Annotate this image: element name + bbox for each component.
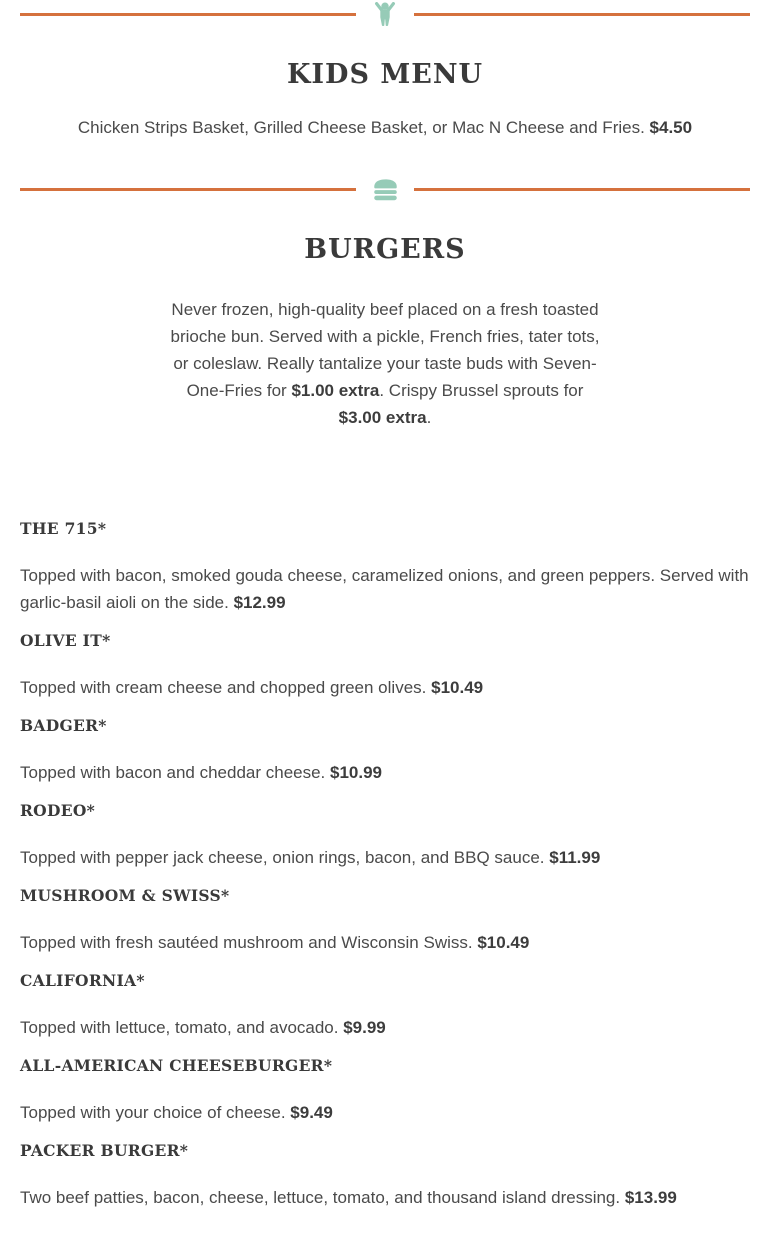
menu-item-description — [20, 1014, 750, 1041]
menu-item — [20, 519, 750, 616]
burgers-description-text: . Crispy Brussel sprouts for — [379, 381, 584, 400]
menu-item-price: $12.99 — [233, 593, 286, 612]
menu-item-description — [20, 929, 750, 956]
burgers-description — [169, 296, 601, 431]
menu-item-name: CALIFORNIA* — [20, 971, 145, 990]
menu-item — [20, 1141, 750, 1211]
section-divider — [20, 176, 750, 202]
menu-item — [20, 801, 750, 871]
divider-line — [414, 13, 750, 16]
menu-item-price: $9.99 — [343, 1018, 386, 1037]
section-title-burgers: BURGERS — [304, 234, 466, 265]
menu-item-description-text: Topped with bacon, smoked gouda cheese, caramelized onions, and green peppers. Served with garlic-basil aioli on the side. — [20, 566, 749, 612]
section-title-kids-menu: KIDS MENU — [286, 59, 484, 90]
menu-item-price: $10.49 — [431, 678, 484, 697]
menu-item-description-text: Two beef patties, bacon, cheese, lettuce, tomato, and thousand island dressing. — [20, 1188, 625, 1207]
menu-item-name: RODEO* — [20, 801, 96, 820]
menu-item — [20, 886, 750, 956]
menu-item-description-text: Topped with pepper jack cheese, onion rings, bacon, and BBQ sauce. — [20, 848, 550, 867]
divider-line — [20, 13, 356, 16]
menu-item-price: $10.99 — [330, 763, 383, 782]
menu-item — [20, 631, 750, 701]
child-icon — [356, 2, 414, 26]
burgers-description-text: Never frozen, high-quality beef placed on a fresh toasted brioche bun. Served with a pickle, French fries, tater tots, or coleslaw. Really tantalize your taste buds with Seven-One-Fries for — [170, 300, 600, 400]
section-divider — [20, 1, 750, 27]
divider-line — [414, 188, 750, 191]
kids-menu-description — [20, 114, 750, 141]
menu-item-name: MUSHROOM & SWISS* — [20, 886, 230, 905]
menu-item-price: $10.49 — [477, 933, 530, 952]
kids-menu-description-text: Chicken Strips Basket, Grilled Cheese Basket, or Mac N Cheese and Fries. — [77, 118, 650, 137]
menu-item-price: $13.99 — [624, 1188, 677, 1207]
menu-item-description — [20, 1184, 750, 1211]
menu-item-description — [20, 844, 750, 871]
menu-item-description — [20, 562, 750, 616]
menu-item-description-text: Topped with bacon and cheddar cheese. — [20, 763, 331, 782]
burgers-extra-price-2: $3.00 extra — [338, 408, 427, 427]
kids-menu-price: $4.50 — [649, 118, 693, 137]
menu-item-name: PACKER BURGER* — [20, 1141, 189, 1160]
divider-line — [20, 188, 356, 191]
menu-item-price: $11.99 — [549, 848, 601, 867]
menu-item-description — [20, 759, 750, 786]
burger-icon — [356, 178, 414, 201]
menu-item — [20, 1056, 750, 1126]
menu-item-description-text: Topped with cream cheese and chopped green olives. — [20, 678, 432, 697]
burgers-description-text: . — [426, 408, 432, 427]
menu-item-name: OLIVE IT* — [20, 631, 111, 650]
menu-item-description-text: Topped with fresh sautéed mushroom and Wisconsin Swiss. — [20, 933, 478, 952]
menu-item-price: $9.49 — [290, 1103, 333, 1122]
burgers-extra-price-1: $1.00 extra — [291, 381, 380, 400]
menu-page — [0, 1, 770, 1236]
menu-item-description-text: Topped with your choice of cheese. — [20, 1103, 291, 1122]
menu-item-description — [20, 1099, 750, 1126]
burgers-item-list — [20, 519, 750, 1211]
menu-item-name: BADGER* — [20, 716, 107, 735]
menu-item-description — [20, 674, 750, 701]
menu-item-name: ALL-AMERICAN CHEESEBURGER* — [20, 1056, 333, 1075]
menu-item — [20, 971, 750, 1041]
menu-item-description-text: Topped with lettuce, tomato, and avocado. — [20, 1018, 344, 1037]
menu-item-name: THE 715* — [20, 519, 107, 538]
menu-item — [20, 716, 750, 786]
